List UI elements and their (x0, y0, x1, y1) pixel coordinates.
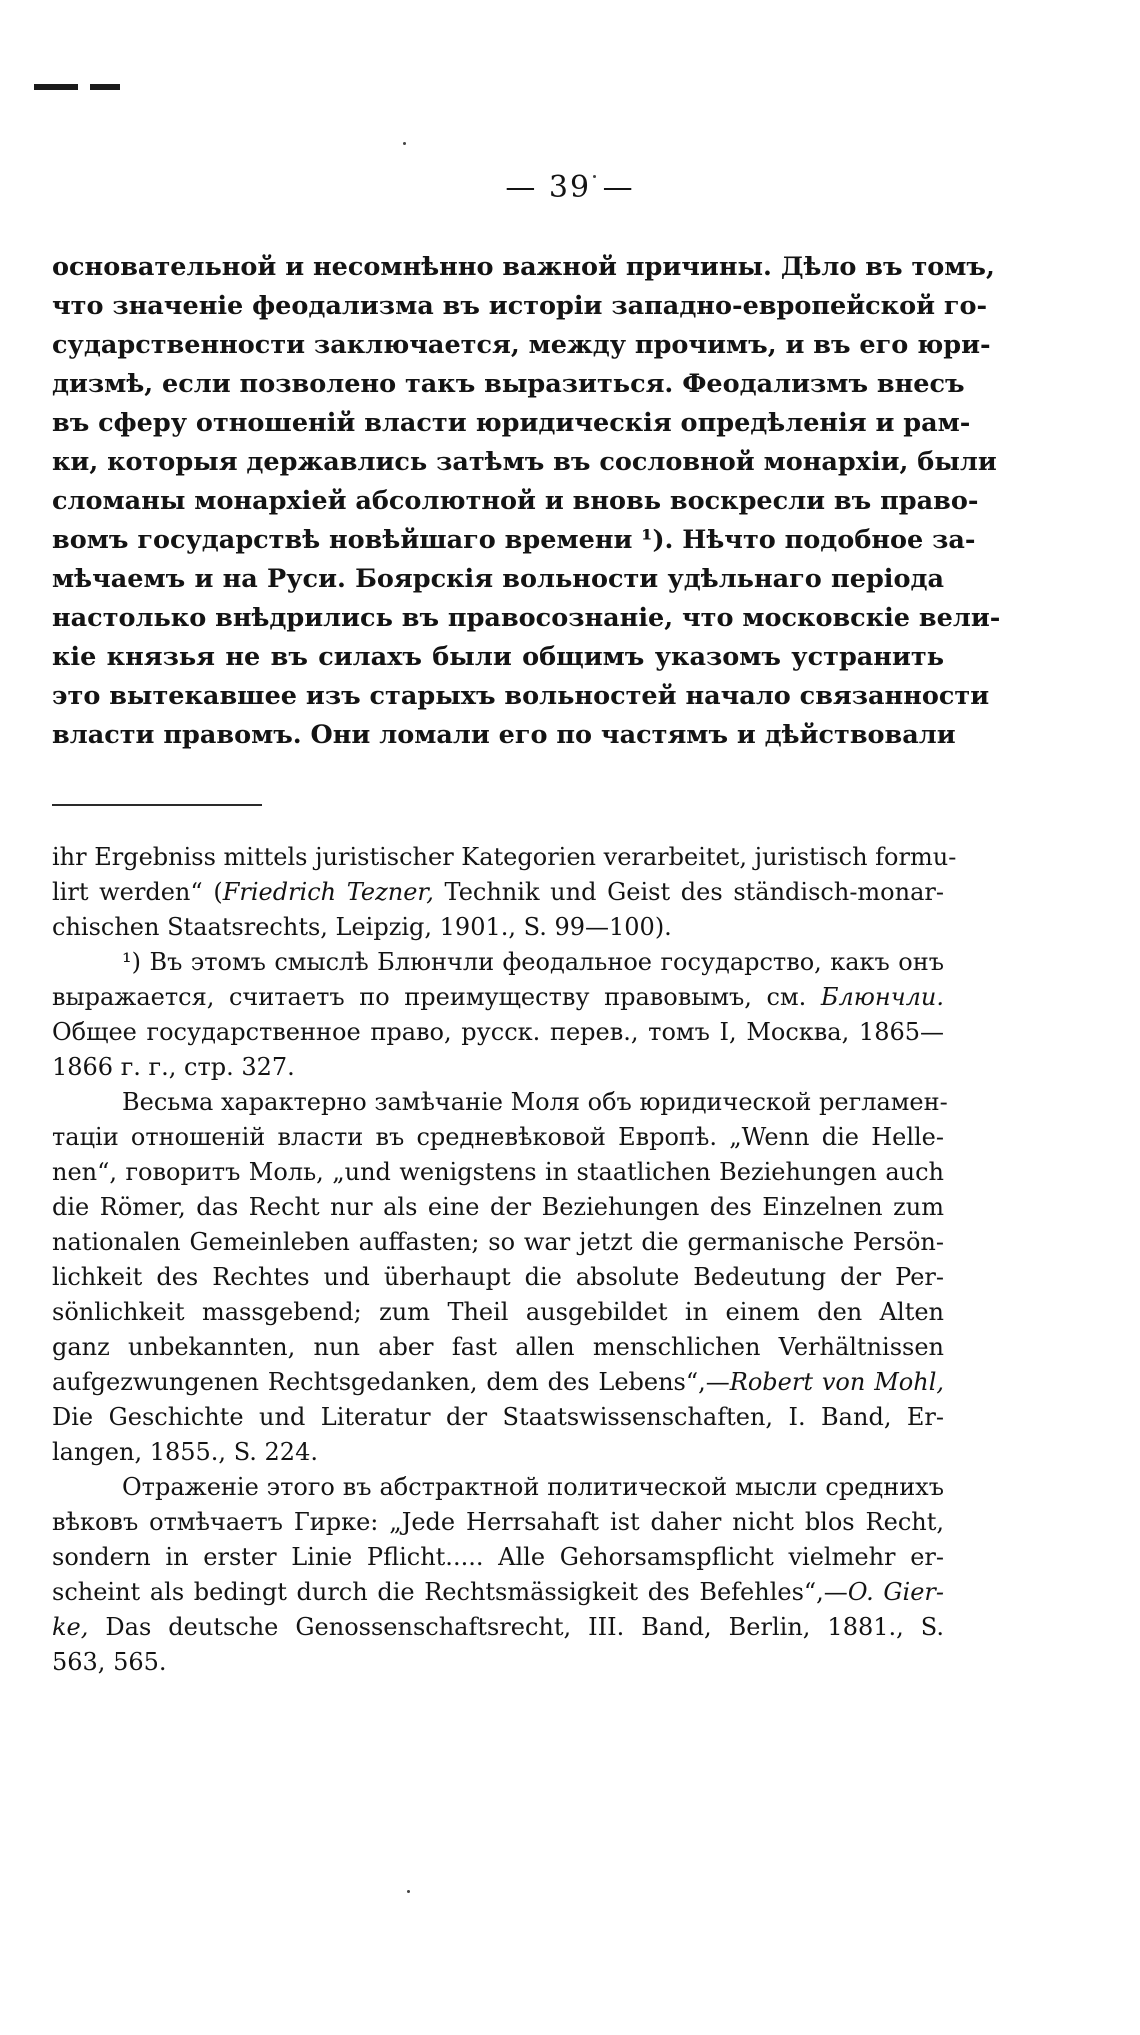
footnote-line: scheint als bedingt durch die Rechtsmässigkeit des Befehles“,—O. Gier- (52, 1578, 944, 1606)
footnote-line: Die Geschichte und Literatur der Staatswissenschaften, I. Band, Er- (52, 1403, 944, 1431)
text-line: основательной и несомнѣнно важной причины. Дѣло въ томъ, (52, 252, 995, 282)
text-line: вомъ государствѣ новѣйшаго времени ¹). Нѣчто подобное за- (52, 525, 976, 555)
footnote-line: Отраженіе этого въ абстрактной политической мысли среднихъ (122, 1473, 944, 1501)
footnote-continuation (52, 840, 957, 945)
footnote-line: lichkeit des Rechtes und überhaupt die absolute Bedeutung der Per- (52, 1263, 944, 1291)
citation-author: Блюнчли. (820, 983, 944, 1011)
footnote-line: die Römer, das Recht nur als eine der Beziehungen des Einzelnen zum (52, 1193, 944, 1221)
footnote-line: вѣковъ отмѣчаетъ Гирке: „Jede Herrsahaft ist daher nicht blos Recht, (52, 1508, 944, 1536)
footnotes (52, 840, 957, 1680)
text-line: ки, которыя державлись затѣмъ въ сословной монархіи, были (52, 447, 997, 477)
footnote-line: Весьма характерно замѣчаніе Моля объ юридической регламен- (122, 1088, 948, 1116)
page-number: — 39 — (505, 170, 635, 205)
footnote-1 (52, 945, 944, 1085)
footnote-line: ¹) Въ этомъ смыслѣ Блюнчли феодальное государство, какъ онъ (122, 948, 944, 976)
footnote-line: langen, 1855., S. 224. (52, 1438, 318, 1466)
footnote-line: nationalen Gemeinleben auffasten; so war jetzt die germanische Persön- (52, 1228, 944, 1256)
footnote-line: chischen Staatsrechts, Leipzig, 1901., S. 99—100). (52, 913, 672, 941)
footnote-line: ihr Ergebniss mittels juristischer Kategorien verarbeitet, juristisch formu- (52, 843, 957, 871)
footnote-line: sönlichkeit massgebend; zum Theil ausgebildet in einem den Alten (52, 1298, 944, 1326)
text-line: въ сферу отношеній власти юридическія опредѣленія и рам- (52, 408, 971, 438)
footnote-line: ganz unbekannten, nun aber fast allen menschlichen Verhältnissen (52, 1333, 944, 1361)
citation-author: Friedrich Tezner, (222, 878, 434, 906)
footnote-line: 563, 565. (52, 1648, 167, 1676)
scan-speck (403, 142, 406, 145)
scan-mark (34, 84, 78, 90)
text-line: кіе князья не въ силахъ были общимъ указомъ устранить (52, 642, 944, 672)
citation-author: Robert von Mohl, (729, 1368, 944, 1396)
footnote-line: sondern in erster Linie Pflicht..... Alle Gehorsamspflicht vielmehr er- (52, 1543, 944, 1571)
footnote-moll (52, 1085, 948, 1470)
text-line: дизмѣ, если позволено такъ выразиться. Феодализмъ внесъ (52, 369, 965, 399)
citation-author: O. Gier- (847, 1578, 944, 1606)
scan-mark (90, 84, 120, 90)
footnote-line: 1866 г. г., стр. 327. (52, 1053, 295, 1081)
text-line: власти правомъ. Они ломали его по частямъ и дѣйствовали (52, 720, 956, 750)
text-line: сударственности заключается, между прочимъ, и въ его юри- (52, 330, 991, 360)
footnote-divider (52, 804, 262, 806)
citation-author: ke, (52, 1613, 89, 1641)
footnote-line: aufgezwungenen Rechtsgedanken, dem des Lebens“,—Robert von Mohl, (52, 1368, 944, 1396)
footnote-line: выражается, считаетъ по преимуществу правовымъ, см. Блюнчли. (52, 983, 944, 1011)
text-line: это вытекавшее изъ старыхъ вольностей начало связанности (52, 681, 990, 711)
scan-speck (407, 1890, 410, 1893)
footnote-line: таціи отношеній власти въ средневѣковой Европѣ. „Wenn die Helle- (52, 1123, 944, 1151)
main-text (52, 248, 1001, 755)
footnote-line: Общее государственное право, русск. перев., томъ I, Москва, 1865— (52, 1018, 944, 1046)
text-line: что значеніе феодализма въ исторіи западно-европейской го- (52, 291, 988, 321)
text-line: мѣчаемъ и на Руси. Боярскія вольности удѣльнаго періода (52, 564, 944, 594)
footnote-gierke (52, 1470, 944, 1680)
footnote-line: nen“, говоритъ Моль, „und wenigstens in staatlichen Beziehungen auch (52, 1158, 944, 1186)
text-line: настолько внѣдрились въ правосознаніе, что московскіе вели- (52, 603, 1001, 633)
footnote-line: ke, Das deutsche Genossenschaftsrecht, III. Band, Berlin, 1881., S. (52, 1613, 944, 1641)
footnote-line: lirt werden“ (Friedrich Tezner, Technik und Geist des ständisch-monar- (52, 878, 944, 906)
text-line: сломаны монархіей абсолютной и вновь воскресли въ право- (52, 486, 979, 516)
